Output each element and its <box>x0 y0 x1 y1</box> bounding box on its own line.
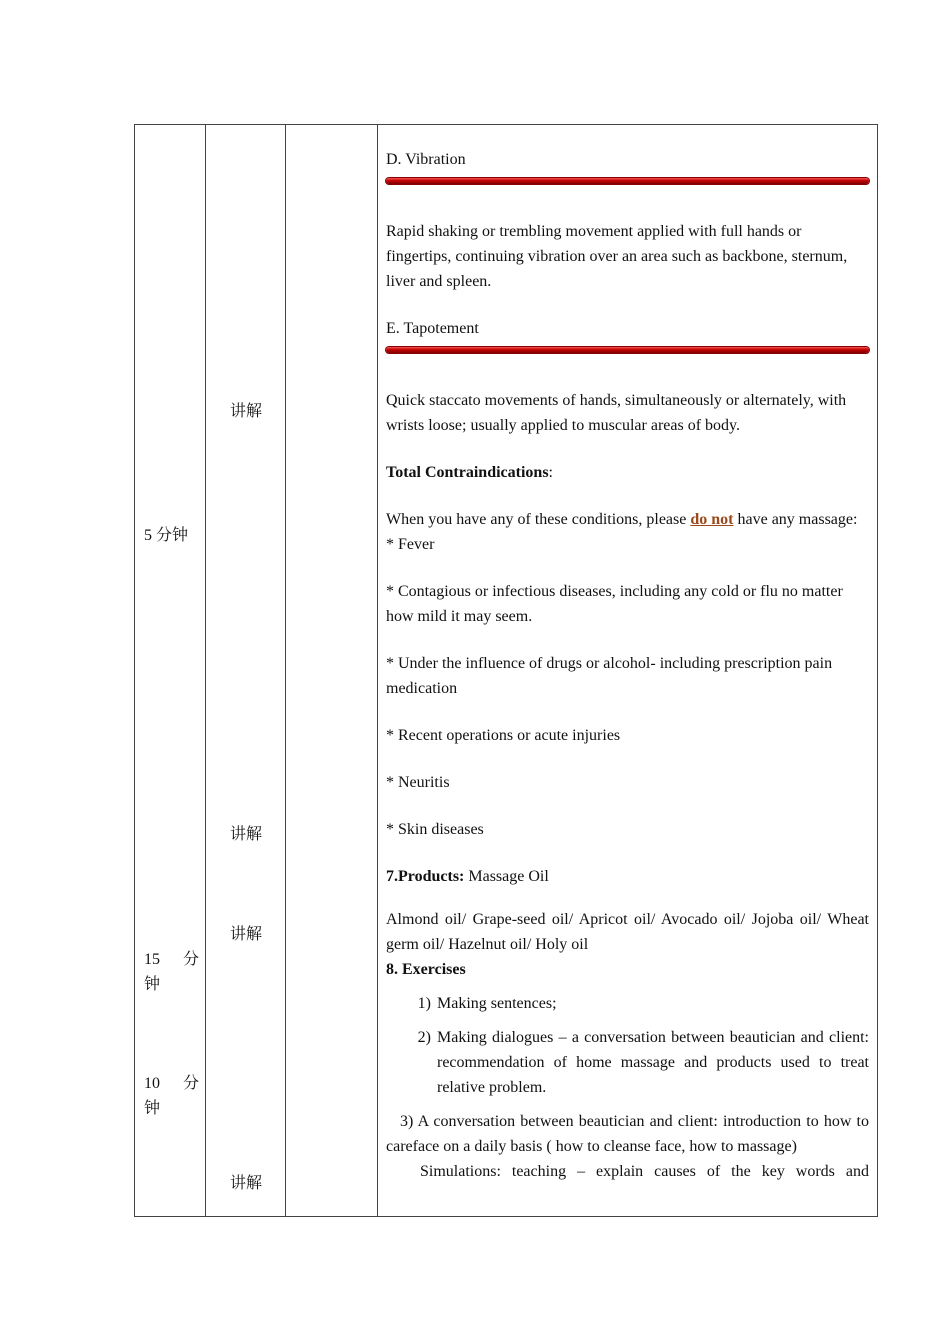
vibration-text: Rapid shaking or trembling movement applied with full hands or fingertips, continuing vibration over an area such as backbone, sternum, liver and spleen. <box>386 223 848 290</box>
time-10-number: 10 <box>144 1075 160 1092</box>
red-divider <box>386 347 869 353</box>
time-15-unit-b: 钟 <box>144 976 161 993</box>
time-15-unit-a: 分 <box>182 951 199 968</box>
time-15-number: 15 <box>144 951 160 968</box>
contraindication-item: * Fever <box>386 536 435 553</box>
contraindication-item: * Neuritis <box>386 774 450 791</box>
exercise-item: 2) Making dialogues – a conversation between beautician and client: recommendation of home massage and products used to treat relative problem. <box>417 1029 869 1096</box>
contraindications-heading: Total Contraindications: <box>386 464 553 481</box>
content-cell <box>386 147 869 1184</box>
red-divider <box>386 178 869 184</box>
exercise-list <box>386 991 869 1100</box>
method-explain: 讲解 <box>230 403 263 420</box>
time-5-minutes: 5 分钟 <box>144 527 189 544</box>
contraindication-item: * Skin diseases <box>386 821 484 838</box>
exercises-heading: 8. Exercises <box>386 961 466 978</box>
products-line: 7.Products: Massage Oil <box>386 868 549 885</box>
column-divider <box>377 125 378 1216</box>
do-not-emphasis: do not <box>690 511 734 528</box>
method-explain: 讲解 <box>230 926 263 943</box>
vibration-heading: D. Vibration <box>386 151 466 168</box>
method-explain: 讲解 <box>230 1175 263 1192</box>
time-10-unit-a: 分 <box>182 1075 199 1092</box>
lesson-plan-table <box>134 124 878 1217</box>
contraindication-item: * Contagious or infectious diseases, including any cold or flu no matter how mild it may seem. <box>386 583 843 625</box>
contraindications-intro: When you have any of these conditions, please do not have any massage: <box>386 511 858 528</box>
tapotement-heading: E. Tapotement <box>386 320 479 337</box>
simulations-text: Simulations: teaching – explain causes of the key words and <box>420 1163 869 1180</box>
time-15-minutes <box>144 947 199 997</box>
time-10-unit-b: 钟 <box>144 1100 161 1117</box>
method-explain: 讲解 <box>230 826 263 843</box>
time-10-minutes <box>144 1071 199 1121</box>
column-divider <box>285 125 286 1216</box>
contraindication-item: * Recent operations or acute injuries <box>386 727 621 744</box>
contraindication-item: * Under the influence of drugs or alcohol- including prescription pain medication <box>386 655 833 697</box>
exercise-item-3: 3) A conversation between beautician and client: introduction to how to careface on a daily basis ( how to cleanse face, how to massage) <box>386 1113 869 1155</box>
tapotement-text: Quick staccato movements of hands, simultaneously or alternately, with wrists loose; usually applied to muscular areas of body. <box>386 392 847 434</box>
column-divider <box>205 125 206 1216</box>
oils-list: Almond oil/ Grape-seed oil/ Apricot oil/ Avocado oil/ Jojoba oil/ Wheat germ oil/ Hazelnut oil/ Holy oil <box>386 911 869 953</box>
exercise-item: 1) Making sentences; <box>417 995 557 1012</box>
